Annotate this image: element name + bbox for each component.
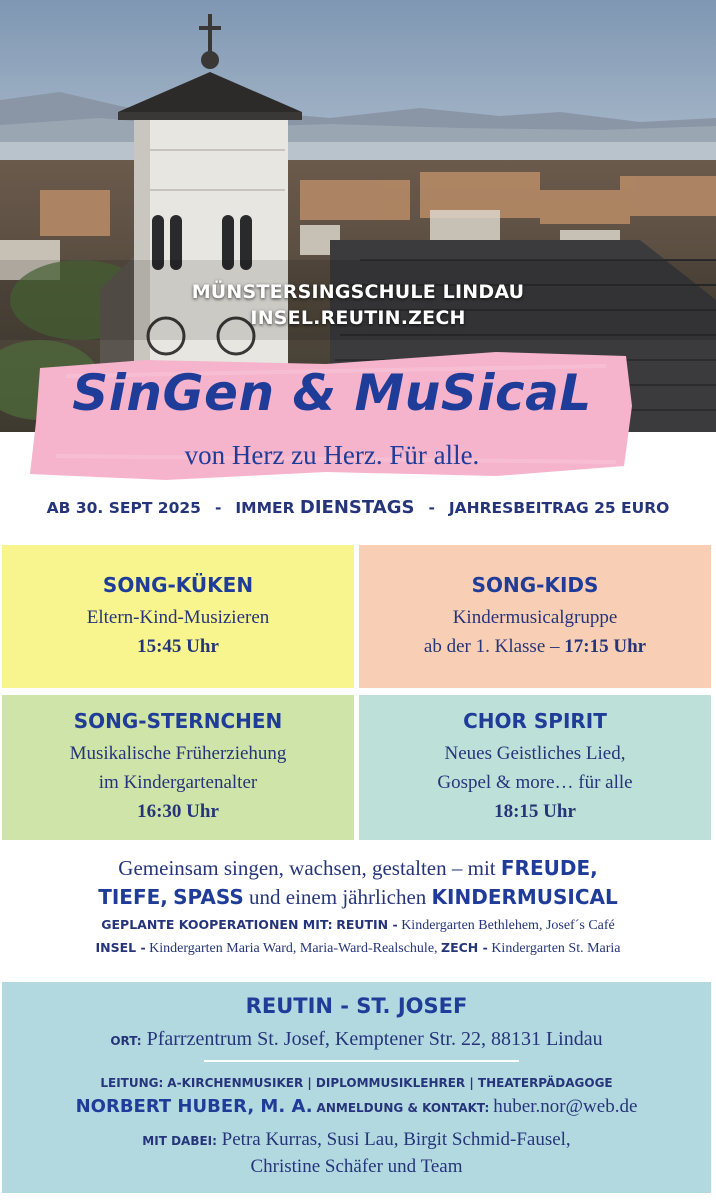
weekday: DIENSTAGS: [299, 497, 415, 518]
annual-fee: JAHRESBEITRAG 25 EURO: [448, 499, 670, 517]
group-time: 16:30 Uhr: [137, 801, 219, 822]
reutin-partners: Kindergarten Bethlehem, Josef´s Café: [401, 918, 615, 933]
cooperation-line-2: [0, 937, 716, 960]
insel-label: INSEL -: [95, 940, 146, 955]
ort-label: ORT:: [110, 1034, 142, 1048]
group-description: Eltern-Kind-Musizieren: [86, 607, 270, 628]
group-description: Musikalische Früherziehung: [69, 743, 287, 764]
motto-keyword: TIEFE,: [98, 885, 168, 909]
anmeldung-label: ANMELDUNG & KONTAKT:: [316, 1101, 490, 1115]
motto-text: und einem jährlichen: [249, 885, 427, 909]
group-age: im Kindergartenalter: [98, 772, 258, 793]
motto-line-2: [0, 883, 716, 912]
dabei-label: MIT DABEI:: [142, 1134, 217, 1148]
main-title: SinGen & MuSicaL: [72, 364, 592, 422]
school-name: MÜNSTERSINGSCHULE LINDAU: [191, 281, 525, 303]
zech-label: ZECH -: [441, 940, 488, 955]
director-name: NORBERT HUBER, M. A.: [75, 1096, 313, 1117]
separator: -: [428, 499, 435, 517]
location-address-line: [2, 1028, 711, 1051]
address: Pfarrzentrum St. Josef, Kemptener Str. 22, 88131 Lindau: [146, 1028, 603, 1050]
leitung-qualifications: A-KIRCHENMUSIKER | DIPLOMMUSIKLEHRER | THEATERPÄDAGOGE: [167, 1076, 613, 1090]
contact-email[interactable]: huber.nor@web.de: [493, 1096, 638, 1117]
group-time: 18:15 Uhr: [494, 801, 576, 822]
team-line-2: Christine Schäfer und Team: [250, 1156, 463, 1177]
separator: -: [214, 499, 222, 517]
group-title: SONG-STERNCHEN: [73, 709, 283, 733]
motto-section: [0, 854, 716, 960]
group-time: 17:15 Uhr: [564, 636, 647, 657]
motto-keyword: FREUDE,: [500, 856, 598, 880]
schedule-line: [0, 497, 716, 518]
group-time: 15:45 Uhr: [137, 636, 219, 657]
divider: [204, 1060, 519, 1062]
team-members: Petra Kurras, Susi Lau, Birgit Schmid-Fausel,: [221, 1129, 571, 1150]
group-box-song-sternchen: [2, 695, 354, 840]
cooperation-label: GEPLANTE KOOPERATIONEN MIT:: [101, 917, 333, 932]
group-description-2: Gospel & more… für alle: [437, 772, 633, 793]
subtitle: von Herz zu Herz. Für alle.: [184, 440, 480, 470]
group-box-song-kids: [359, 545, 711, 688]
group-title: SONG-KÜKEN: [102, 573, 254, 597]
group-description: Neues Geistliches Lied,: [444, 743, 626, 764]
team-line-1: [2, 1129, 711, 1151]
contact-line: [2, 1096, 711, 1118]
leitung-line: [2, 1074, 711, 1092]
cooperation-line-1: [0, 914, 716, 937]
group-age: ab der 1. Klasse –: [423, 636, 560, 657]
group-age-time: [359, 632, 711, 661]
group-title: CHOR SPIRIT: [463, 709, 607, 733]
title-banner: [26, 346, 638, 482]
group-description: Kindermusicalgruppe: [452, 607, 618, 628]
school-locations: INSEL.REUTIN.ZECH: [250, 307, 466, 329]
motto-text: Gemeinsam singen, wachsen, gestalten – mit: [118, 856, 496, 880]
group-title: SONG-KIDS: [471, 573, 599, 597]
insel-partners: Kindergarten Maria Ward, Maria-Ward-Realschule,: [149, 941, 438, 956]
motto-line-1: [0, 854, 716, 883]
location-info-block: [2, 982, 711, 1193]
motto-keyword: SPASS: [173, 885, 244, 909]
leitung-label: LEITUNG:: [100, 1076, 164, 1090]
day-prefix: IMMER: [235, 499, 295, 517]
reutin-label: REUTIN -: [336, 917, 398, 932]
group-box-song-kueken: [2, 545, 354, 688]
group-box-chor-spirit: [359, 695, 711, 840]
zech-partners: Kindergarten St. Maria: [491, 941, 621, 956]
motto-keyword: KINDERMUSICAL: [431, 885, 618, 909]
location-title: REUTIN - ST. JOSEF: [245, 994, 468, 1018]
start-date: AB 30. SEPT 2025: [46, 499, 201, 517]
